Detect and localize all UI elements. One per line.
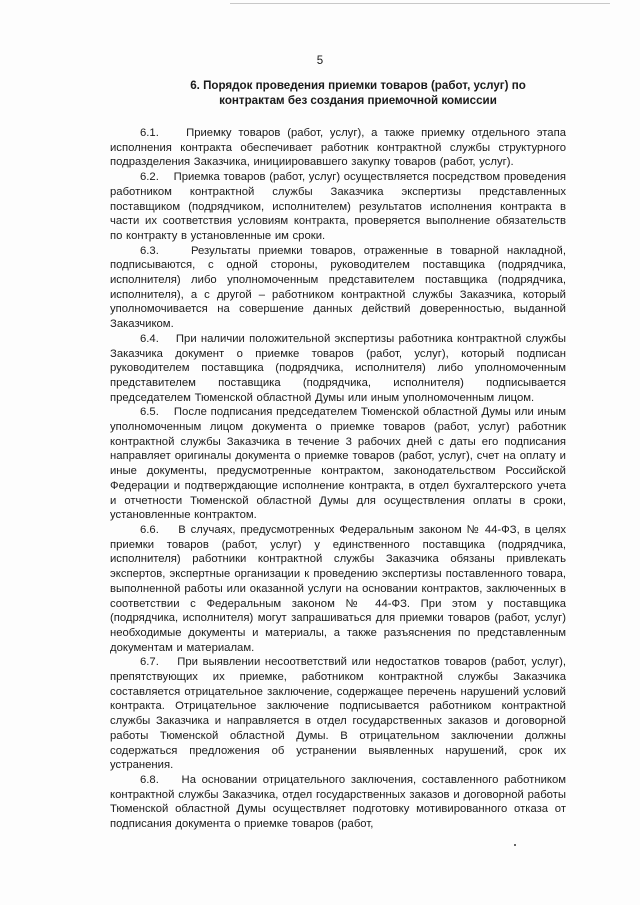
paragraph-6-1 bbox=[110, 126, 566, 170]
paragraph-text: Приемка товаров (работ, услуг) осуществляется посредством проведения работником контрактной службы Заказчика экспертизы представленных поставщиком (подрядчиком, исполнителем) результатов исполнения контракта в части их соответствия условиям контракта, проверяется выполнение обязательств по контракту в установленные им сроки. bbox=[110, 171, 566, 242]
scan-speck bbox=[514, 844, 516, 846]
paragraph-number: 6.5. bbox=[140, 406, 159, 419]
paragraph-6-3 bbox=[110, 244, 566, 332]
paragraph-number: 6.2. bbox=[140, 171, 159, 184]
paragraph-6-2 bbox=[110, 170, 566, 244]
paragraph-6-6 bbox=[110, 523, 566, 655]
paragraph-number: 6.1. bbox=[140, 127, 159, 139]
paragraph-6-8 bbox=[110, 773, 566, 832]
paragraph-text: При наличии положительной экспертизы работника контрактной службы Заказчика документ о приемке товаров (работ, услуг), который подписан руководителем поставщика (подрядчика, исполнителя) либо уполномоченным представителем поставщика (подрядчика, исполнителя) подписывается председателем Тюменской областной Думы или иным уполномоченным лицом. bbox=[110, 332, 566, 404]
paragraph-text: Результаты приемки товаров, отраженные в товарной накладной, подписываются, с одной стороны, руководителем поставщика (подрядчика, исполнителя) либо уполномоченным представителем поставщика (подрядчика, исполнителя), а с другой – работником контрактной службы Заказчика, который уполномочивается на совершение данных действий доверенностью, выданной Заказчиком. bbox=[110, 244, 566, 331]
document-body bbox=[110, 126, 566, 832]
section-title: 6. Порядок проведения приемки товаров (работ, услуг) по контрактам без создания приемочной комиссии bbox=[190, 79, 526, 107]
paragraph-text: Приемку товаров (работ, услуг), а также приемку отдельного этапа исполнения контракта обеспечивает работник контрактной службы структурного подразделения Заказчика, инициировавшего закупку товаров (работ, услуг). bbox=[110, 127, 566, 169]
paragraph-number: 6.4. bbox=[140, 332, 159, 345]
scan-edge-line bbox=[230, 3, 610, 4]
paragraph-number: 6.8. bbox=[140, 773, 159, 786]
paragraph-number: 6.6. bbox=[140, 523, 159, 536]
paragraph-6-4 bbox=[110, 332, 566, 406]
paragraph-text: После подписания председателем Тюменской областной Думы или иным уполномоченным лицом документа о приемке товаров (работ, услуг) работник контрактной службы Заказчика в течение 3 рабочих дней с даты его подписания направляет оригиналы документа о приемке товаров (работ, услуг), счет на оплату и иные документы, предусмотренные контрактом, законодательством Российской Федерации и подтверждающие исполнение контракта, в отдел бухгалтерского учета и отчетности Тюменской областной Думы для осуществления оплаты в сроки, установленные контрактом. bbox=[110, 406, 566, 522]
paragraph-6-5 bbox=[110, 405, 566, 523]
paragraph-number: 6.3. bbox=[140, 244, 159, 257]
paragraph-number: 6.7. bbox=[140, 656, 159, 669]
paragraph-text: На основании отрицательного заключения, составленного работником контрактной службы Заказчика, отдел государственных заказов и договорной работы Тюменской областной Думы осуществляет подготовку мотивированного отказа от подписания документа о приемке товаров (работ, bbox=[110, 773, 566, 831]
paragraph-text: В случаях, предусмотренных Федеральным законом № 44-ФЗ, в целях приемки товаров (работ, услуг) у единственного поставщика (подрядчика, исполнителя) работники контрактной службы Заказчика обязаны привлекать экспертов, экспертные организации к проведению экспертизы поставленного товара, выполненной работы или оказанной услуги на основании контрактов, заключенных в соответствии с Федеральным законом № 44-ФЗ. При этом у поставщика (подрядчика, исполнителя) могут запрашиваться для приемки товаров (работ, услуг) необходимые документы и материалы, а также разъяснения по представленным документам и материалам. bbox=[110, 523, 566, 654]
paragraph-text: При выявлении несоответствий или недостатков товаров (работ, услуг), препятствующих их приемке, работником контрактной службы Заказчика составляется отрицательное заключение, содержащее перечень нарушений условий контракта. Отрицательное заключение подписывается работником контрактной службы Заказчика и направляется в отдел государственных заказов и договорной работы Тюменской областной Думы. В отрицательном заключении должны содержаться предложения об устранении выявленных нарушений, срок их устранения. bbox=[110, 656, 566, 772]
paragraph-6-7 bbox=[110, 655, 566, 773]
page-number: 5 bbox=[316, 55, 324, 67]
